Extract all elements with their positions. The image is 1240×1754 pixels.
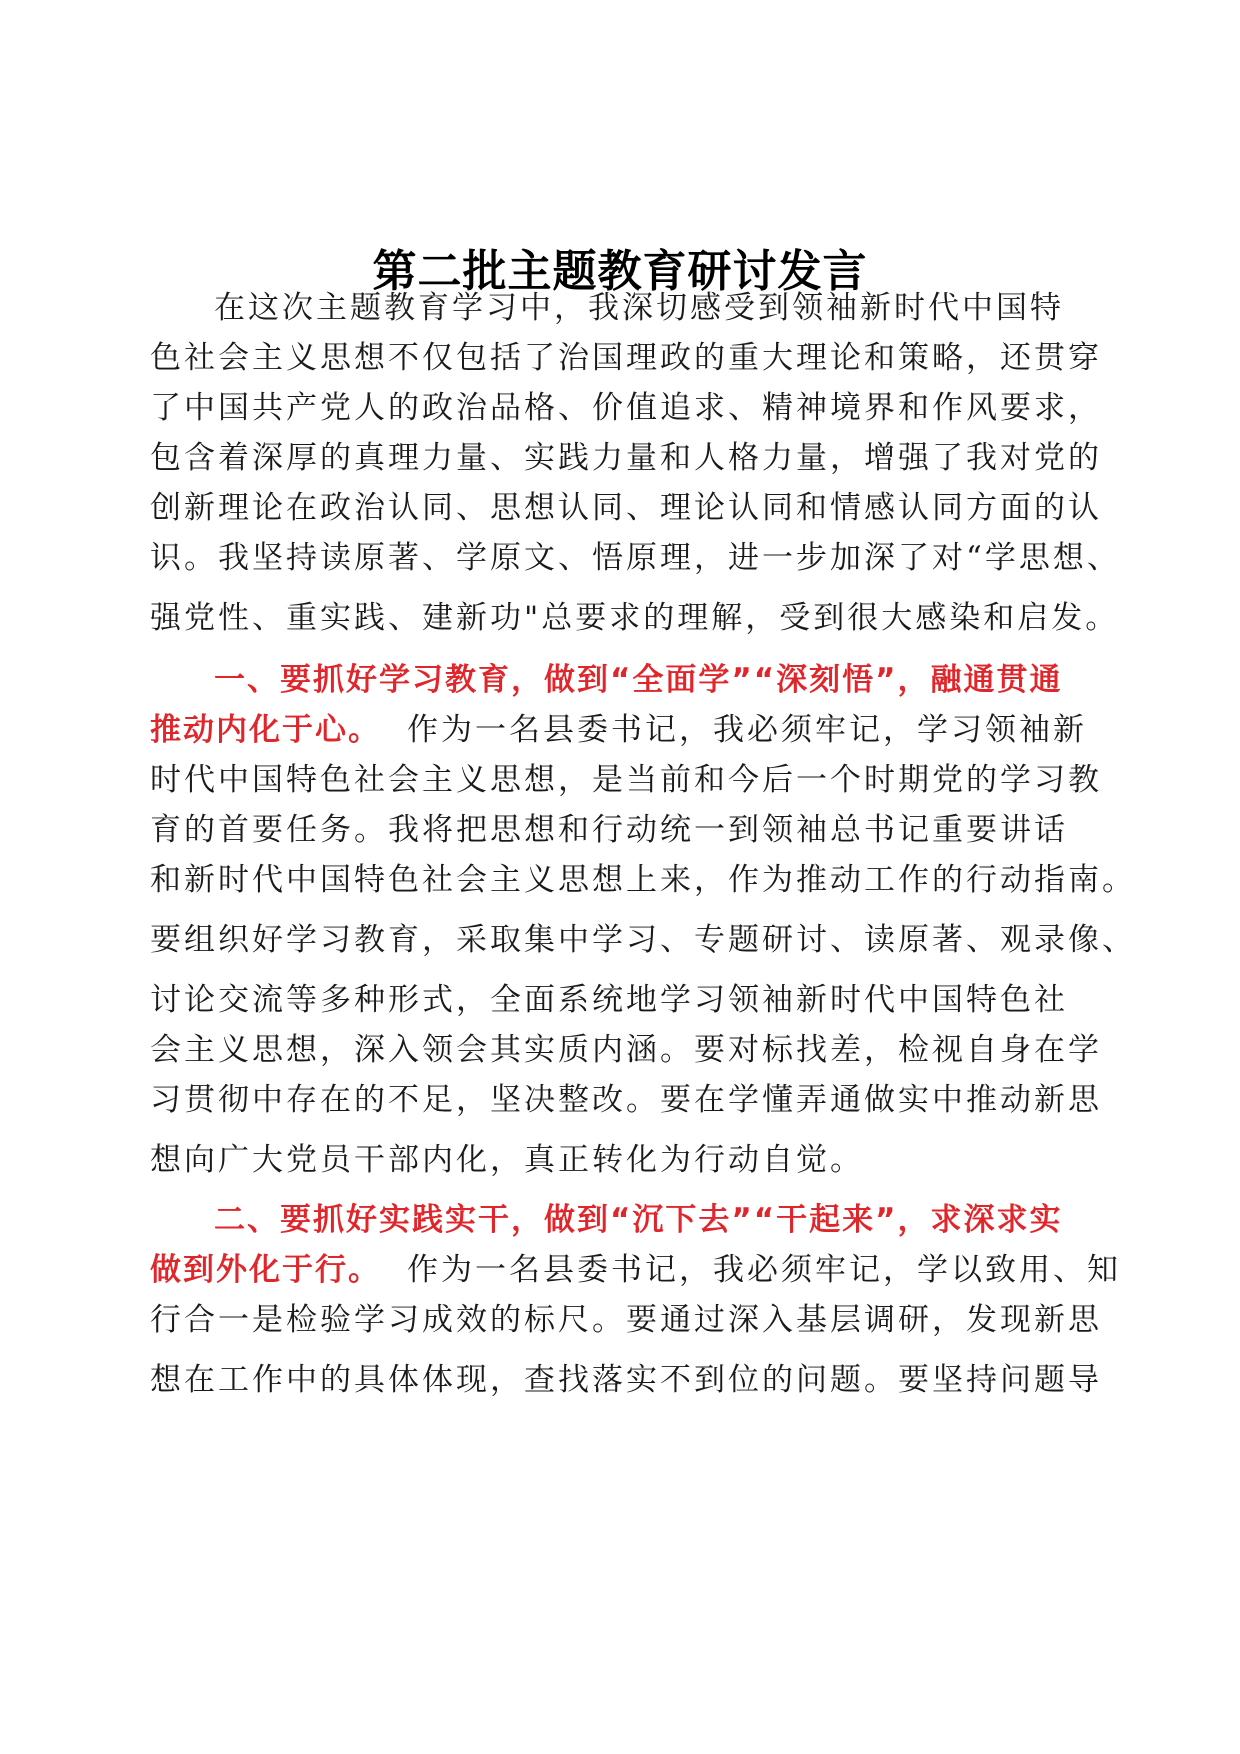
intro-line: 包含着深厚的真理力量、实践力量和人格力量，增强了我对党的 [150, 440, 1102, 476]
section2-line: 想在工作中的具体体现，查找落实不到位的问题。要坚持问题导 [150, 1362, 1102, 1398]
intro-line: 创新理论在政治认同、思想认同、理论认同和情感认同方面的认 [150, 490, 1102, 526]
section1-heading-end: 推动内化于心。 [150, 712, 381, 748]
intro-line: 了中国共产党人的政治品格、价值追求、精神境界和作风要求， [150, 390, 1102, 426]
section2-heading-end: 做到外化于行。 [150, 1252, 381, 1288]
section2-line: 行合一是检验学习成效的标尺。要通过深入基层调研，发现新思 [150, 1302, 1102, 1338]
document-title: 第二批主题教育研讨发言 [372, 246, 868, 297]
section1-line: 会主义思想，深入领会其实质内涵。要对标找差，检视自身在学 [150, 1032, 1102, 1068]
section1-line: 讨论交流等多种形式，全面系统地学习领袖新时代中国特色社 [150, 982, 1068, 1018]
section2-lead-text: 作为一名县委书记，我必须牢记，学以致用、知 [407, 1252, 1121, 1288]
section2-heading: 二、要抓好实践实干，做到“沉下去”“干起来”，求深求实 [214, 1202, 1063, 1238]
section1-line: 要组织好学习教育，采取集中学习、专题研讨、读原著、观录像、 [150, 922, 1136, 958]
section1-lead-line [150, 710, 1087, 750]
section1-line: 想向广大党员干部内化，真正转化为行动自觉。 [150, 1142, 864, 1178]
section1-line: 和新时代中国特色社会主义思想上来，作为推动工作的行动指南。 [150, 862, 1136, 898]
intro-line: 在这次主题教育学习中，我深切感受到领袖新时代中国特 [214, 290, 1064, 326]
section1-lead-text: 作为一名县委书记，我必须牢记，学习领袖新 [407, 712, 1087, 748]
section1-line: 育的首要任务。我将把思想和行动统一到领袖总书记重要讲话 [150, 812, 1068, 848]
section2-lead-line [150, 1250, 1121, 1290]
section1-line: 时代中国特色社会主义思想，是当前和今后一个时期党的学习教 [150, 762, 1102, 798]
section1-line: 习贯彻中存在的不足，坚决整改。要在学懂弄通做实中推动新思 [150, 1082, 1102, 1118]
intro-line: 识。我坚持读原著、学原文、悟原理，进一步加深了对“学思想、 [150, 540, 1121, 576]
section1-heading: 一、要抓好学习教育，做到“全面学”“深刻悟”，融通贯通 [214, 662, 1063, 698]
intro-line: 色社会主义思想不仅包括了治国理政的重大理论和策略，还贯穿 [150, 340, 1102, 376]
intro-line: 强党性、重实践、建新功"总要求的理解，受到很大感染和启发。 [150, 600, 1120, 636]
